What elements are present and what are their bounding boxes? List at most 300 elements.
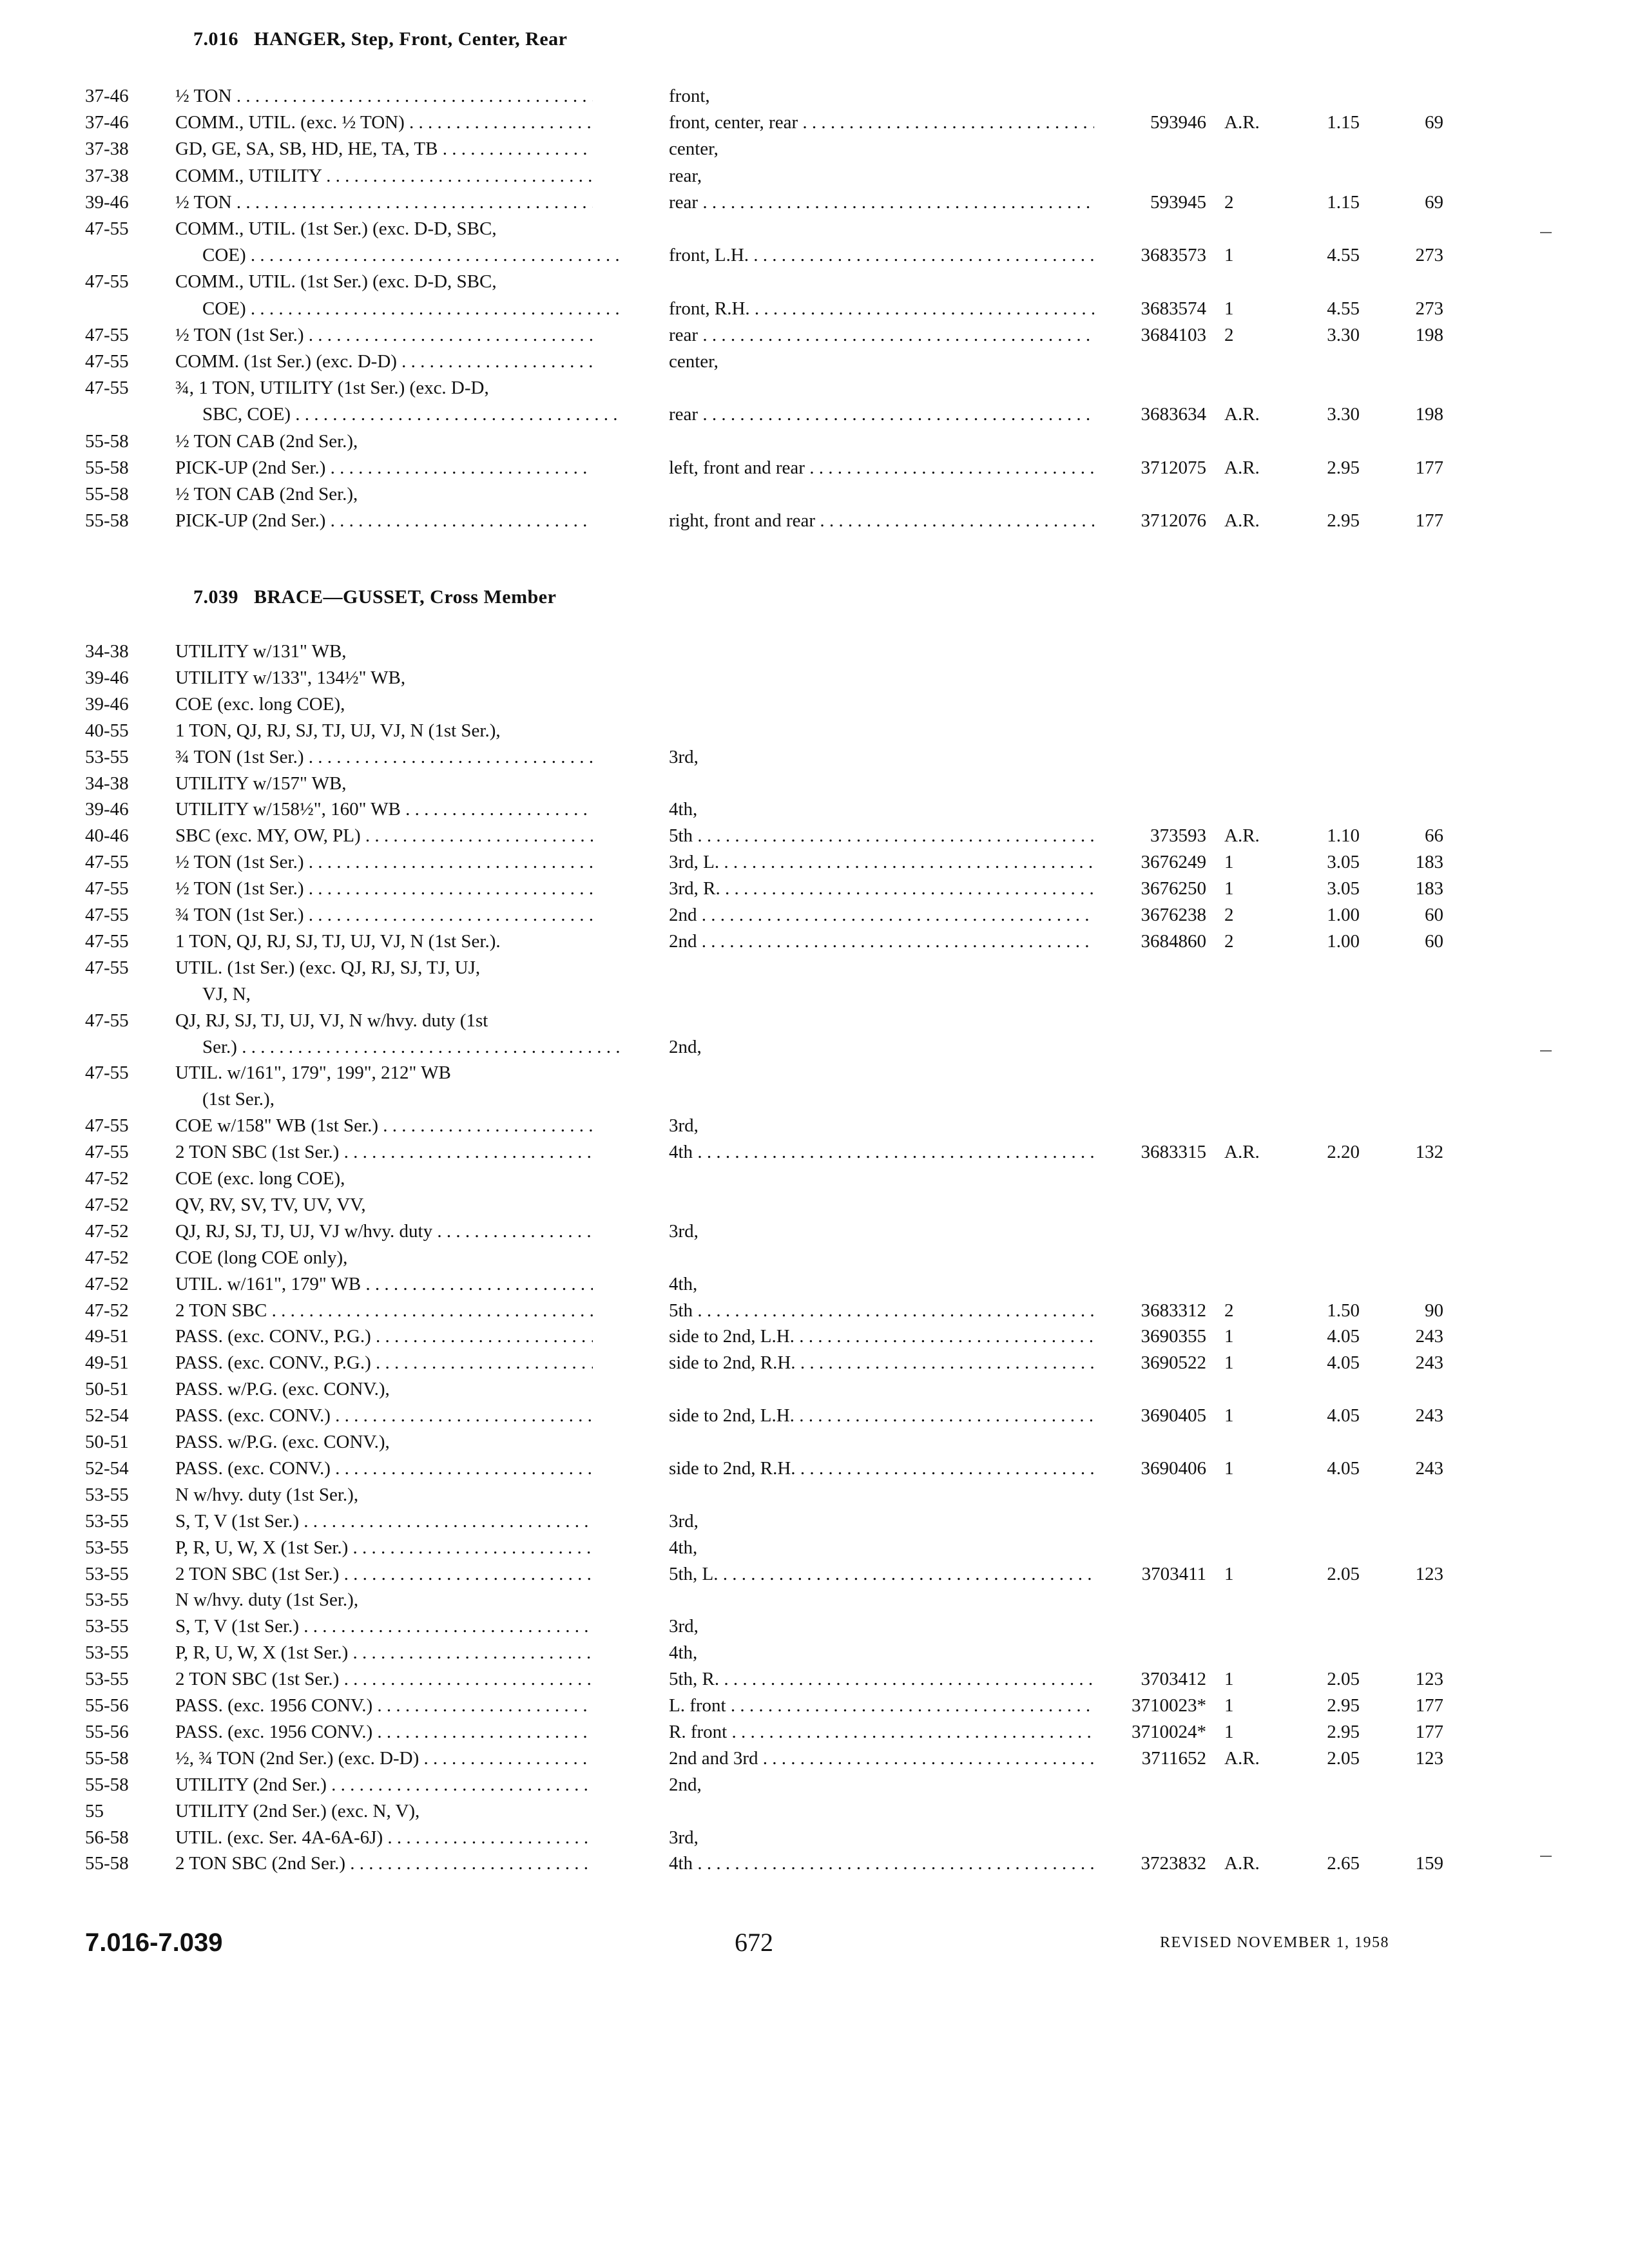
model-description: SBC (exc. MY, OW, PL) . . . — [175, 822, 593, 849]
quantity: A.R. — [1224, 457, 1260, 478]
model-description: PICK-UP (2nd Ser.) . . . — [175, 507, 593, 534]
table-row — [0, 1139, 1629, 1166]
quantity: 2 — [1224, 1300, 1234, 1321]
quantity: A.R. — [1224, 112, 1260, 133]
table-row — [0, 82, 1629, 110]
part-location: front, — [669, 86, 710, 106]
table-row — [0, 322, 1629, 349]
model-description: UTILITY (2nd Ser.) . . . — [175, 1771, 593, 1798]
table-row — [0, 189, 1629, 216]
year-range: 47-55 — [85, 852, 129, 873]
model-description: N w/hvy. duty (1st Ser.), — [175, 1590, 359, 1611]
year-range: 37-38 — [85, 139, 129, 160]
year-range: 47-52 — [85, 1168, 129, 1189]
table-row — [0, 717, 1629, 744]
part-location: front, R.H. . . . — [669, 295, 1094, 322]
list-price: 2.95 — [1327, 457, 1360, 478]
table-row — [0, 454, 1629, 481]
table-row — [0, 109, 1629, 136]
table-row — [0, 1666, 1629, 1693]
price-code: 177 — [1415, 1695, 1443, 1716]
part-location: 4th, — [669, 1537, 698, 1558]
price-code: 66 — [1425, 825, 1443, 847]
table-row — [0, 1586, 1629, 1613]
model-description: Ser.) . . . — [175, 1033, 620, 1061]
model-description: PASS. (exc. CONV., P.G.) . . . — [175, 1349, 593, 1376]
year-range: 55 — [85, 1800, 104, 1821]
year-range: 55-58 — [85, 430, 129, 452]
year-range: 39-46 — [85, 799, 129, 820]
model-description: ½ TON . . . — [175, 82, 593, 110]
model-description: ½ TON . . . — [175, 189, 593, 216]
model-description: S, T, V (1st Ser.) . . . — [175, 1508, 593, 1535]
quantity: 1 — [1224, 1457, 1234, 1479]
model-description: PASS. (exc. CONV.) . . . — [175, 1455, 593, 1482]
table-row — [0, 954, 1629, 981]
year-range: 47-55 — [85, 905, 129, 925]
quantity: A.R. — [1224, 1853, 1260, 1874]
part-location: rear . . . — [669, 401, 1094, 428]
part-location: 4th . . . — [669, 1139, 1094, 1166]
table-row — [0, 1376, 1629, 1403]
list-price: 1.50 — [1327, 1300, 1360, 1321]
quantity: 2 — [1224, 930, 1234, 952]
table-row — [0, 1481, 1629, 1508]
quantity: 1 — [1224, 1721, 1234, 1742]
table-row — [0, 348, 1629, 375]
part-number: 3710024* — [1132, 1721, 1206, 1742]
model-description: UTIL. (1st Ser.) (exc. QJ, RJ, SJ, TJ, UJ, — [175, 957, 481, 978]
model-description: PASS. (exc. 1956 CONV.) . . . — [175, 1718, 593, 1745]
part-number: 593946 — [1150, 112, 1206, 133]
price-code: 177 — [1415, 1721, 1443, 1742]
list-price: 4.55 — [1327, 245, 1360, 266]
list-price: 2.95 — [1327, 510, 1360, 532]
model-description: ¾ TON (1st Ser.) . . . — [175, 901, 593, 928]
price-code: 69 — [1425, 191, 1443, 213]
quantity: 2 — [1224, 191, 1234, 213]
margin-mark — [1540, 232, 1552, 233]
year-range: 47-55 — [85, 1010, 129, 1031]
table-row — [0, 664, 1629, 691]
part-number: 3690406 — [1141, 1457, 1206, 1479]
year-range: 56-58 — [85, 1827, 129, 1848]
part-number: 3676238 — [1141, 905, 1206, 925]
table-row — [0, 1455, 1629, 1482]
price-code: 243 — [1415, 1405, 1443, 1427]
table-row — [0, 1428, 1629, 1456]
year-range: 55-58 — [85, 1774, 129, 1795]
model-description: 2 TON SBC . . . — [175, 1297, 593, 1324]
list-price: 4.05 — [1327, 1457, 1360, 1479]
year-range: 49-51 — [85, 1352, 129, 1374]
model-description: SBC, COE) . . . — [175, 401, 620, 428]
year-range: 39-46 — [85, 191, 129, 213]
year-range: 37-38 — [85, 165, 129, 186]
table-row — [0, 638, 1629, 665]
quantity: 1 — [1224, 1695, 1234, 1716]
year-range: 55-56 — [85, 1695, 129, 1716]
price-code: 198 — [1415, 324, 1443, 345]
part-location: right, front and rear . . . — [669, 507, 1094, 534]
part-location: 3rd, — [669, 1220, 699, 1242]
model-description: UTILITY (2nd Ser.) (exc. N, V), — [175, 1800, 420, 1821]
year-range: 37-46 — [85, 112, 129, 133]
part-number: 3684103 — [1141, 324, 1206, 345]
year-range: 55-58 — [85, 457, 129, 478]
part-location: 3rd, — [669, 1616, 699, 1637]
table-row — [0, 1718, 1629, 1745]
section-number: 7.016 — [193, 28, 238, 50]
table-row — [0, 1218, 1629, 1245]
part-location: rear . . . — [669, 189, 1094, 216]
quantity: A.R. — [1224, 1747, 1260, 1769]
table-row — [0, 135, 1629, 162]
model-description: GD, GE, SA, SB, HD, HE, TA, TB . . . — [175, 135, 593, 162]
quantity: 1 — [1224, 878, 1234, 899]
model-description: VJ, N, — [202, 983, 251, 1004]
table-row — [0, 1191, 1629, 1218]
list-price: 1.00 — [1327, 905, 1360, 925]
model-description: P, R, U, W, X (1st Ser.) . . . — [175, 1534, 593, 1561]
table-row — [0, 981, 1629, 1008]
model-description: 2 TON SBC (1st Ser.) . . . — [175, 1666, 593, 1693]
section-heading — [193, 28, 567, 50]
part-number: 3683634 — [1141, 404, 1206, 425]
part-location: 2nd, — [669, 1774, 702, 1795]
part-location: 3rd, R. . . . — [669, 875, 1094, 902]
part-location: left, front and rear . . . — [669, 454, 1094, 481]
part-number: 3683315 — [1141, 1142, 1206, 1163]
footer-revised-date: REVISED NOVEMBER 1, 1958 — [1160, 1934, 1390, 1951]
model-description: COMM., UTILITY . . . — [175, 162, 593, 189]
part-location: 4th . . . — [669, 1850, 1094, 1877]
model-description: 2 TON SBC (2nd Ser.) . . . — [175, 1850, 593, 1877]
part-location: side to 2nd, R.H. . . . — [669, 1349, 1094, 1376]
table-row — [0, 162, 1629, 189]
table-row — [0, 1323, 1629, 1350]
table-row — [0, 268, 1629, 295]
margin-mark — [1540, 1050, 1552, 1052]
price-code: 90 — [1425, 1300, 1443, 1321]
part-location: 2nd, — [669, 1036, 702, 1057]
table-row — [0, 1297, 1629, 1324]
model-description: UTIL. (exc. Ser. 4A-6A-6J) . . . — [175, 1824, 593, 1851]
table-row — [0, 928, 1629, 955]
quantity: 1 — [1224, 1352, 1234, 1374]
list-price: 1.00 — [1327, 930, 1360, 952]
model-description: COMM. (1st Ser.) (exc. D-D) . . . — [175, 348, 593, 375]
table-row — [0, 796, 1629, 823]
table-row — [0, 215, 1629, 242]
year-range: 47-55 — [85, 324, 129, 345]
price-code: 177 — [1415, 457, 1443, 478]
table-row — [0, 1850, 1629, 1877]
year-range: 47-55 — [85, 271, 129, 293]
model-description: UTIL. w/161", 179" WB . . . — [175, 1271, 593, 1298]
price-code: 243 — [1415, 1326, 1443, 1347]
year-range: 47-55 — [85, 957, 129, 978]
list-price: 4.05 — [1327, 1352, 1360, 1374]
year-range: 47-55 — [85, 378, 129, 399]
footer-page-number: 672 — [735, 1928, 773, 1957]
year-range: 40-46 — [85, 825, 129, 847]
part-location: 4th, — [669, 1273, 698, 1294]
year-range: 52-54 — [85, 1457, 129, 1479]
quantity: A.R. — [1224, 1142, 1260, 1163]
list-price: 1.15 — [1327, 191, 1360, 213]
price-code: 123 — [1415, 1563, 1443, 1584]
part-location: rear . . . — [669, 322, 1094, 349]
table-row — [0, 1165, 1629, 1192]
part-number: 3690355 — [1141, 1326, 1206, 1347]
table-row — [0, 1824, 1629, 1851]
part-location: 5th, R. . . . — [669, 1666, 1094, 1693]
price-code: 273 — [1415, 298, 1443, 319]
price-code: 183 — [1415, 878, 1443, 899]
year-range: 47-55 — [85, 218, 129, 239]
quantity: 1 — [1224, 1669, 1234, 1690]
model-description: COE (exc. long COE), — [175, 693, 345, 715]
year-range: 55-58 — [85, 510, 129, 532]
table-row — [0, 374, 1629, 401]
model-description: COMM., UTIL. (1st Ser.) (exc. D-D, SBC, — [175, 218, 497, 239]
part-location: front, L.H. . . . — [669, 242, 1094, 269]
part-location: 2nd and 3rd . . . — [669, 1745, 1094, 1772]
model-description: UTILITY w/158½", 160" WB . . . — [175, 796, 593, 823]
price-code: 60 — [1425, 905, 1443, 925]
model-description: S, T, V (1st Ser.) . . . — [175, 1613, 593, 1640]
year-range: 47-55 — [85, 1142, 129, 1163]
year-range: 39-46 — [85, 693, 129, 715]
part-number: 3690522 — [1141, 1352, 1206, 1374]
year-range: 53-55 — [85, 1537, 129, 1558]
part-number: 3684860 — [1141, 930, 1206, 952]
price-code: 60 — [1425, 930, 1443, 952]
table-row — [0, 1561, 1629, 1588]
table-row — [0, 1692, 1629, 1719]
part-number: 373593 — [1150, 825, 1206, 847]
model-description: UTILITY w/131" WB, — [175, 641, 347, 662]
table-row — [0, 1613, 1629, 1640]
year-range: 47-52 — [85, 1300, 129, 1321]
quantity: 1 — [1224, 1405, 1234, 1427]
model-description: ½, ¾ TON (2nd Ser.) (exc. D-D) . . . — [175, 1745, 593, 1772]
part-location: 3rd, L. . . . — [669, 849, 1094, 876]
table-row — [0, 691, 1629, 718]
quantity: 2 — [1224, 905, 1234, 925]
part-location: front, center, rear . . . — [669, 109, 1094, 136]
year-range: 37-46 — [85, 86, 129, 106]
part-location: 3rd, — [669, 1827, 699, 1848]
part-location: side to 2nd, R.H. . . . — [669, 1455, 1094, 1482]
list-price: 1.10 — [1327, 825, 1360, 847]
list-price: 1.15 — [1327, 112, 1360, 133]
part-location: center, — [669, 351, 718, 372]
model-description: ¾ TON (1st Ser.) . . . — [175, 744, 593, 771]
model-description: ¾, 1 TON, UTILITY (1st Ser.) (exc. D-D, — [175, 378, 489, 399]
table-row — [0, 507, 1629, 534]
quantity: A.R. — [1224, 404, 1260, 425]
year-range: 50-51 — [85, 1432, 129, 1452]
model-description: (1st Ser.), — [202, 1089, 275, 1110]
price-code: 243 — [1415, 1352, 1443, 1374]
section-heading — [193, 586, 556, 608]
price-code: 177 — [1415, 510, 1443, 532]
model-description: P, R, U, W, X (1st Ser.) . . . — [175, 1639, 593, 1666]
table-row — [0, 401, 1629, 428]
year-range: 47-55 — [85, 1115, 129, 1137]
table-row — [0, 1639, 1629, 1666]
model-description: QV, RV, SV, TV, UV, VV, — [175, 1194, 366, 1215]
part-number: 3712075 — [1141, 457, 1206, 478]
list-price: 2.05 — [1327, 1669, 1360, 1690]
part-location: L. front . . . — [669, 1692, 1094, 1719]
part-number: 3703411 — [1141, 1563, 1206, 1584]
model-description: QJ, RJ, SJ, TJ, UJ, VJ w/hvy. duty . . . — [175, 1218, 593, 1245]
model-description: COE (exc. long COE), — [175, 1168, 345, 1189]
part-location: 3rd, — [669, 746, 699, 767]
part-number: 593945 — [1150, 191, 1206, 213]
year-range: 55-58 — [85, 1853, 129, 1874]
year-range: 55-58 — [85, 1747, 129, 1769]
model-description: ½ TON CAB (2nd Ser.), — [175, 430, 358, 452]
part-location: 2nd . . . — [669, 901, 1094, 928]
table-row — [0, 849, 1629, 876]
year-range: 47-52 — [85, 1194, 129, 1215]
price-code: 123 — [1415, 1747, 1443, 1769]
model-description: UTILITY w/157" WB, — [175, 773, 347, 794]
part-number: 3710023* — [1132, 1695, 1206, 1716]
year-range: 47-52 — [85, 1273, 129, 1294]
year-range: 47-52 — [85, 1247, 129, 1268]
table-row — [0, 1798, 1629, 1825]
model-description: ½ TON (1st Ser.) . . . — [175, 875, 593, 902]
year-range: 53-55 — [85, 1510, 129, 1532]
model-description: ½ TON (1st Ser.) . . . — [175, 322, 593, 349]
model-description: COE) . . . — [175, 295, 620, 322]
table-row — [0, 901, 1629, 928]
year-range: 34-38 — [85, 641, 129, 662]
part-location: 3rd, — [669, 1510, 699, 1532]
table-row — [0, 428, 1629, 455]
price-code: 123 — [1415, 1669, 1443, 1690]
part-location: center, — [669, 139, 718, 160]
table-row — [0, 770, 1629, 797]
list-price: 3.30 — [1327, 404, 1360, 425]
list-price: 3.05 — [1327, 852, 1360, 873]
model-description: COMM., UTIL. (1st Ser.) (exc. D-D, SBC, — [175, 271, 497, 293]
list-price: 4.05 — [1327, 1326, 1360, 1347]
table-row — [0, 1059, 1629, 1086]
table-row — [0, 875, 1629, 902]
year-range: 47-55 — [85, 878, 129, 899]
table-row — [0, 1244, 1629, 1271]
table-row — [0, 1271, 1629, 1298]
year-range: 52-54 — [85, 1405, 129, 1427]
price-code: 132 — [1415, 1142, 1443, 1163]
year-range: 55-56 — [85, 1721, 129, 1742]
margin-mark — [1540, 1856, 1552, 1857]
part-location: 3rd, — [669, 1115, 699, 1137]
price-code: 273 — [1415, 245, 1443, 266]
table-row — [0, 295, 1629, 322]
list-price: 3.05 — [1327, 878, 1360, 899]
quantity: A.R. — [1224, 510, 1260, 532]
part-location: side to 2nd, L.H. . . . — [669, 1402, 1094, 1429]
table-row — [0, 1033, 1629, 1061]
model-description: PASS. (exc. CONV.) . . . — [175, 1402, 593, 1429]
model-description: PASS. w/P.G. (exc. CONV.), — [175, 1432, 390, 1452]
year-range: 55-58 — [85, 484, 129, 505]
table-row — [0, 1402, 1629, 1429]
part-location: rear, — [669, 165, 702, 186]
year-range: 40-55 — [85, 720, 129, 741]
model-description: PICK-UP (2nd Ser.) . . . — [175, 454, 593, 481]
quantity: 1 — [1224, 245, 1234, 266]
price-code: 159 — [1415, 1853, 1443, 1874]
model-description: PASS. (exc. CONV., P.G.) . . . — [175, 1323, 593, 1350]
year-range: 53-55 — [85, 1563, 129, 1584]
year-range: 53-55 — [85, 1484, 129, 1505]
table-row — [0, 1508, 1629, 1535]
quantity: 1 — [1224, 298, 1234, 319]
section-title: BRACE—GUSSET, Cross Member — [254, 586, 557, 608]
part-location: 4th, — [669, 1642, 698, 1664]
list-price: 2.95 — [1327, 1721, 1360, 1742]
table-row — [0, 1086, 1629, 1113]
model-description: N w/hvy. duty (1st Ser.), — [175, 1484, 359, 1505]
model-description: 1 TON, QJ, RJ, SJ, TJ, UJ, VJ, N (1st Ser.), — [175, 720, 501, 741]
model-description: 1 TON, QJ, RJ, SJ, TJ, UJ, VJ, N (1st Ser.). — [175, 930, 501, 952]
part-number: 3676250 — [1141, 878, 1206, 899]
quantity: 1 — [1224, 1563, 1234, 1584]
part-number: 3712076 — [1141, 510, 1206, 532]
list-price: 4.55 — [1327, 298, 1360, 319]
part-number: 3690405 — [1141, 1405, 1206, 1427]
list-price: 2.65 — [1327, 1853, 1360, 1874]
year-range: 49-51 — [85, 1326, 129, 1347]
model-description: COMM., UTIL. (exc. ½ TON) . . . — [175, 109, 593, 136]
model-description: COE) . . . — [175, 242, 620, 269]
part-number: 3683312 — [1141, 1300, 1206, 1321]
price-code: 183 — [1415, 852, 1443, 873]
table-row — [0, 1534, 1629, 1561]
year-range: 34-38 — [85, 773, 129, 794]
quantity: 1 — [1224, 1326, 1234, 1347]
year-range: 39-46 — [85, 667, 129, 688]
list-price: 2.05 — [1327, 1747, 1360, 1769]
year-range: 53-55 — [85, 1590, 129, 1611]
quantity: 2 — [1224, 324, 1234, 345]
part-location: 5th, L. . . . — [669, 1561, 1094, 1588]
part-number: 3703412 — [1141, 1669, 1206, 1690]
list-price: 3.30 — [1327, 324, 1360, 345]
part-number: 3711652 — [1141, 1747, 1206, 1769]
model-description: UTILITY w/133", 134½" WB, — [175, 667, 406, 688]
table-row — [0, 1745, 1629, 1772]
year-range: 53-55 — [85, 1669, 129, 1690]
model-description: 2 TON SBC (1st Ser.) . . . — [175, 1561, 593, 1588]
model-description: PASS. (exc. 1956 CONV.) . . . — [175, 1692, 593, 1719]
model-description: UTIL. w/161", 179", 199", 212" WB — [175, 1062, 451, 1084]
table-row — [0, 744, 1629, 771]
part-location: 2nd . . . — [669, 928, 1094, 955]
part-location: side to 2nd, L.H. . . . — [669, 1323, 1094, 1350]
footer-section-range: 7.016-7.039 — [85, 1928, 223, 1957]
price-code: 198 — [1415, 404, 1443, 425]
part-number: 3723832 — [1141, 1853, 1206, 1874]
